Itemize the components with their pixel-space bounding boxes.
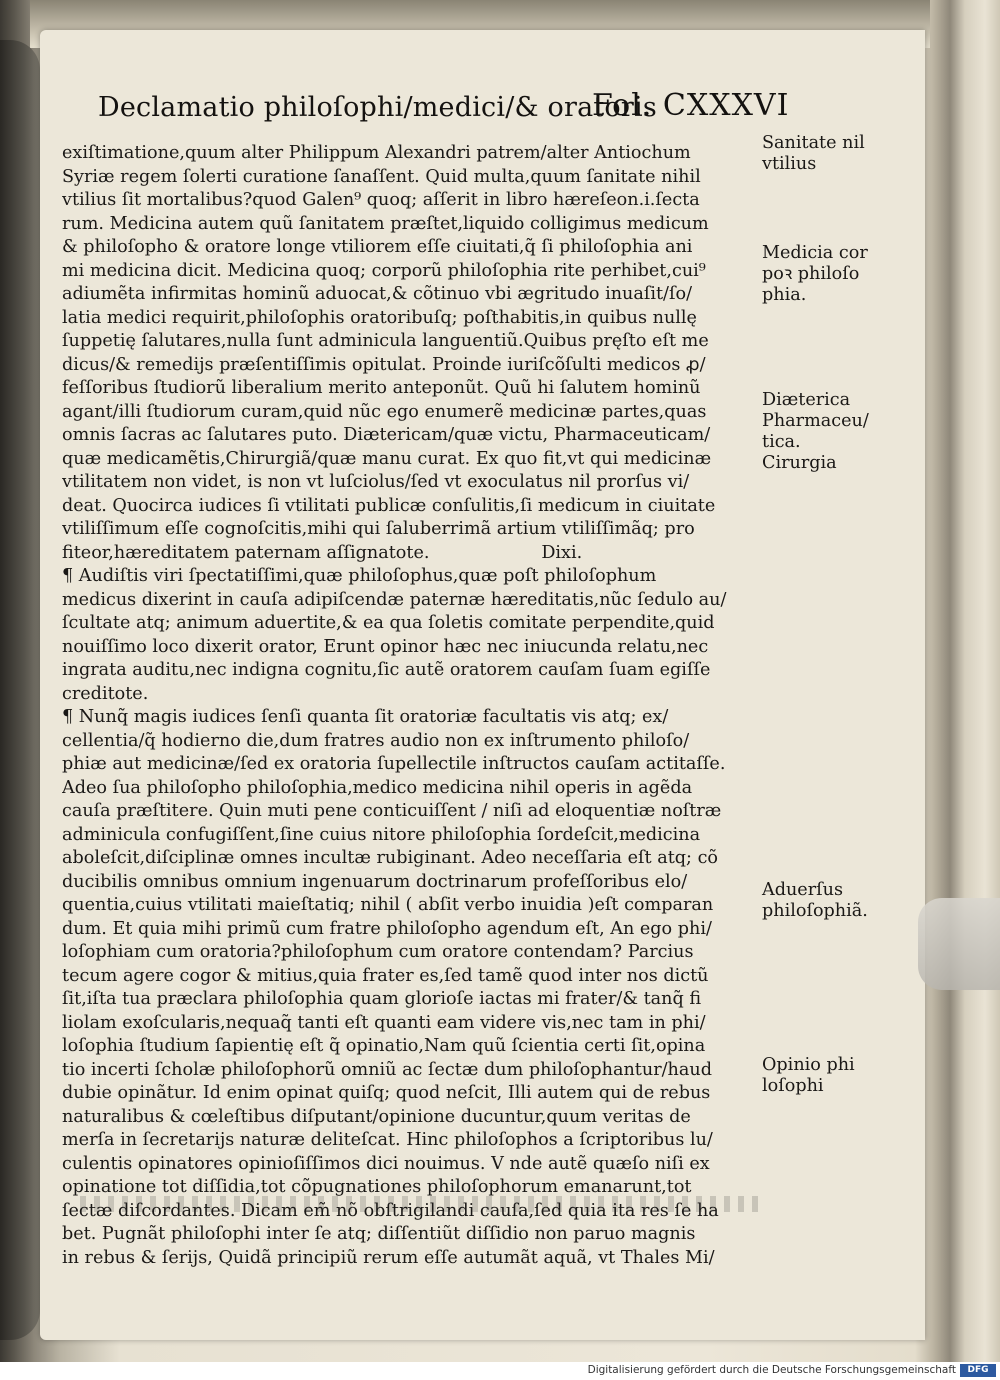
text-line: omnis ſacras ac ſalutares puto. Diætericam/quæ victu, Pharmaceuticam/ — [62, 425, 711, 445]
text-line: ingrata auditu,nec indigna cognitu,ſic autẽ oratorem cauſam ſuam egiſſe — [62, 660, 711, 680]
text-line: creditote. — [62, 683, 149, 704]
marginal-note-line: Aduerſus — [762, 880, 843, 900]
text-line: cellentia/q̃ hodierno die,dum fratres audio non ex inſtrumento philoſo/ — [62, 730, 690, 751]
text-line: & philoſopho & oratore longe vtiliorem eſſe ciuitati,q̃ ſi philoſophia ani — [62, 237, 693, 257]
dfg-logo: DFG — [960, 1364, 996, 1377]
body-text — [62, 142, 758, 1270]
text-line: vtiliſſimum eſſe cognoſcitis,mihi qui ſaluberrimã artium vtiliſſimãq; pro — [62, 519, 695, 539]
text-line: tecum agere cogor & mitius,quia frater es,ſed tamẽ quod inter nos dictũ — [62, 965, 709, 986]
text-line: bet. Pugnãt philoſophi inter ſe atq; diſſentiũt diſſidio non paruo magnis — [62, 1224, 696, 1244]
text-line: liolam exoſcularis,nequaq̃ tanti eſt quanti eam videre vis,nec tam in phi/ — [62, 1012, 706, 1033]
text-line: vtilius ſit mortalibus?quod Galen⁹ quoq; aſſerit in libro hæreſeon.i.ſecta — [62, 190, 700, 210]
text-line: cauſa præſtitere. Quin muti pene conticuiſſent / niſi ad eloquentiæ noſtræ — [62, 801, 722, 821]
text-line: fiteor,hæreditatem paternam aſſignatote. Dixi. — [62, 542, 583, 563]
marginal-note-line: vtilius — [762, 154, 817, 174]
folio-number: Fol. CXXXVI — [592, 88, 790, 123]
text-line: vtilitatem non videt, is non vt luſciolus/ſed vt exoculatus nil prorſus vi/ — [62, 472, 690, 492]
text-line: adiumẽta infirmitas hominũ aduocat,& cõtinuo vbi ægritudo inuaſit/ſo/ — [62, 284, 693, 304]
marginal-note-line: loſophi — [762, 1076, 824, 1096]
text-line: Adeo ſua philoſopho philoſophia,medico medicina nihil operis in agẽda — [62, 777, 693, 798]
text-line: quentia,cuius vtilitati maieſtatiq; nihil ( abſit verbo inuidia )eſt comparan — [62, 895, 714, 915]
text-line: feſſoribus ſtudiorũ liberalium merito anteponũt. Quũ hi ſalutem hominũ — [62, 378, 701, 398]
text-line: quæ medicamẽtis,Chirurgiã/quæ manu curat. Ex quo fit,vt qui medicinæ — [62, 448, 712, 469]
text-line: Syriæ regem ſolerti curatione ſanaſſent. Quid multa,quum ſanitate nihil — [62, 166, 701, 187]
text-line: dum. Et quia mihi primũ cum fratre philoſopho agendum eſt, An ego phi/ — [62, 918, 712, 939]
marginal-note-line: phia. — [762, 285, 807, 305]
text-line: naturalibus & cœleſtibus diſputant/opinione ducuntur,quum veritas de — [62, 1106, 691, 1127]
text-line: mi medicina dicit. Medicina quoq; corporũ philoſophia rite perhibet,cui⁹ — [62, 260, 706, 281]
text-line: ſuppetię ſalutares,nulla ſunt adminicula languentiũ.Quibus pręſto eſt me — [62, 331, 709, 351]
text-line: aboleſcit,diſciplinæ omnes incultæ rubiginant. Adeo neceſſaria eſt atq; cõ — [62, 848, 719, 868]
funding-credit: Digitalisierung gefördert durch die Deutsche Forschungsgemeinschaft — [587, 1364, 956, 1376]
marginal-note-line: Pharmaceu/ — [762, 411, 869, 431]
text-line: loſophiam cum oratoria?philoſophum cum oratore contendam? Parcius — [62, 942, 694, 962]
text-line: ſcultate atq; animum aduertite,& ea qua ſoletis comitate perpendite,quid — [62, 613, 715, 633]
text-line: phiæ aut medicinæ/ſed ex oratoria ſupellectile inſtructos cauſam actitaſſe. — [62, 754, 726, 774]
text-line: dicus/& remedijs præſentiſſimis opitulat. Proinde iuriſcõſulti medicos ꝓ/ — [62, 354, 706, 375]
running-title: Declamatio philoſophi/medici/& oratoris — [98, 92, 657, 123]
marginal-note-line: Opinio phi — [762, 1055, 855, 1075]
text-line: adminicula confugiſſent,ſine cuius nitore philoſophia ſordeſcit,medicina — [62, 824, 701, 845]
marginal-note-line: Cirurgia — [762, 453, 837, 473]
text-line: agant/illi ſtudiorum curam,quid nũc ego enumerẽ medicinæ partes,quas — [62, 401, 707, 422]
text-line: rum. Medicina autem quũ ſanitatem præſtet,liquido colligimus medicum — [62, 213, 709, 234]
book-spine-edge — [0, 40, 40, 1340]
text-line: dubie opinãtur. Id enim opinat quiſq; quod neſcit, Illi autem qui de rebus — [62, 1083, 711, 1103]
page-clip — [918, 898, 1000, 990]
text-line: medicus dixerint in cauſa adipiſcendæ paternæ hæreditatis,nũc ſedulo au/ — [62, 589, 727, 610]
text-line: tio incerti ſcholæ philoſophorũ omniũ ac ſectæ dum philoſophantur/haud — [62, 1059, 712, 1080]
text-line: culentis opinatores opinioſiſſimos dici nouimus. V nde autẽ quæſo niſi ex — [62, 1153, 710, 1174]
text-line: ¶ Audiſtis viri ſpectatiſſimi,quæ philoſophus,quæ poſt philoſophum — [62, 566, 657, 586]
text-line: ¶ Nunq̃ magis iudices ſenſi quanta ſit oratoriæ facultatis vis atq; ex/ — [62, 707, 669, 727]
text-line: exiſtimatione,quum alter Philippum Alexandri patrem/alter Antiochum — [62, 143, 691, 163]
text-line: latia medici requirit,philoſophis oratoribuſq; poſthabitis,in quibus nullę — [62, 307, 697, 328]
marginal-note-line: poꝛ philoſo — [762, 264, 860, 284]
marginal-note — [762, 133, 902, 175]
text-line: merſa in ſecretarijs naturæ deliteſcat. Hinc philoſophos a ſcriptoribus lu/ — [62, 1130, 713, 1150]
marginal-note — [762, 390, 902, 474]
marginal-note-line: Sanitate nil — [762, 133, 865, 153]
text-line: opinatione tot diſſidia,tot cõpugnationes philoſophorum emanarunt,tot — [62, 1177, 692, 1197]
marginal-note — [762, 1055, 902, 1097]
marginal-note-line: Medicia cor — [762, 243, 868, 263]
text-line: ſectæ diſcordantes. Dicam em̃ nõ obſtrigilandi cauſa,ſed quia ita res ſe ha — [62, 1200, 719, 1221]
digitization-footer — [0, 1362, 1000, 1380]
marginal-note — [762, 243, 902, 306]
text-line: loſophia ſtudium ſapientię eſt q̃ opinatio,Nam quũ ſcientia certi ſit,opina — [62, 1036, 706, 1056]
ink-bleed-marks — [80, 1196, 760, 1212]
marginal-note-line: Diæterica — [762, 390, 851, 410]
text-line: deat. Quocirca iudices ſi vtilitati publicæ conſulitis,ſi medicum in ciuitate — [62, 495, 716, 516]
marginal-note — [762, 880, 902, 922]
text-line: in rebus & ſerijs, Quidã principiũ rerum eſſe autumãt aquã, vt Thales Mi/ — [62, 1247, 715, 1268]
marginal-note-line: philoſophiã. — [762, 901, 868, 921]
text-line: ducibilis omnibus omnium ingenuarum doctrinarum profeſſoribus elo/ — [62, 871, 688, 892]
text-line: nouiſſimo loco dixerit orator, Erunt opinor hæc nec iniucunda relatu,nec — [62, 636, 709, 657]
marginal-note-line: tica. — [762, 432, 801, 452]
text-line: ſit,iſta tua præclara philoſophia quam glorioſe iactas mi frater/& tanq̃ fi — [62, 989, 702, 1009]
